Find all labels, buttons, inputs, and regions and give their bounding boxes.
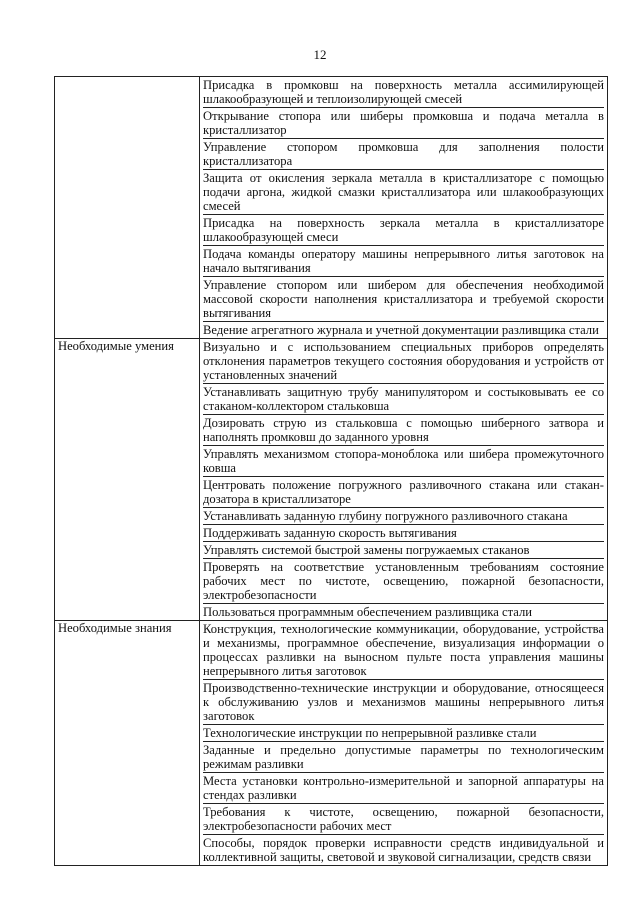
section-row <box>55 339 608 621</box>
section-label <box>55 77 200 339</box>
requirement-item: Способы, порядок проверки исправности средств индивидуальной и коллективной защиты, световой и звуковой сигнализации, средств связи <box>203 836 604 864</box>
requirements-table <box>54 76 608 866</box>
section-row <box>55 621 608 866</box>
requirement-item: Поддерживать заданную скорость вытягивания <box>203 525 604 542</box>
section-label: Необходимые знания <box>55 621 200 866</box>
requirement-item: Защита от окисления зеркала металла в кристаллизаторе с помощью подачи аргона, жидкой смазки кристаллизатора или шлакообразующих смесей <box>203 171 604 213</box>
page-number: 12 <box>313 47 327 62</box>
section-label: Необходимые умения <box>55 339 200 621</box>
requirement-item: Дозировать струю из стальковша с помощью шиберного затвора и наполнять промковш до заданного уровня <box>203 416 604 444</box>
requirement-item: Места установки контрольно-измерительной и запорной аппаратуры на стендах разливки <box>203 774 604 802</box>
requirement-item: Проверять на соответствие установленным требованиям состояние рабочих мест по чистоте, освещению, пожарной безопасности, электробезопасности <box>203 560 604 602</box>
requirement-item: Управление стопором или шибером для обеспечения необходимой массовой скорости наполнения кристаллизатора и требуемой скорости вытягивания <box>203 278 604 320</box>
requirement-item: Управление стопором промковша для заполнения полости кристаллизатора <box>203 140 604 168</box>
requirement-item: Производственно-технические инструкции и оборудование, относящееся к обслуживанию узлов и механизмов машины непрерывного литья заготовок <box>203 681 604 723</box>
requirement-item: Заданные и предельно допустимые параметры по технологическим режимам разливки <box>203 743 604 771</box>
section-items <box>200 621 608 866</box>
requirement-item: Подача команды оператору машины непрерывного литья заготовок на начало вытягивания <box>203 247 604 275</box>
requirement-item: Устанавливать защитную трубу манипулятором и состыковывать ее со стаканом-коллектором стальковша <box>203 385 604 413</box>
requirement-item: Устанавливать заданную глубину погружного разливочного стакана <box>203 508 604 525</box>
requirement-item: Конструкция, технологические коммуникации, оборудование, устройства и механизмы, программное обеспечение, визуализация информации о процессах разливки на выносном пульте поста управления машины непрерывного литья заготовок <box>203 622 604 678</box>
requirement-item: Ведение агрегатного журнала и учетной документации разливщика стали <box>203 323 599 337</box>
requirement-item: Пользоваться программным обеспечением разливщика стали <box>203 605 532 619</box>
requirement-item: Технологические инструкции по непрерывной разливке стали <box>203 725 604 742</box>
requirement-item: Присадка на поверхность зеркала металла в кристаллизаторе шлакообразующей смеси <box>203 216 604 244</box>
requirement-item: Управлять системой быстрой замены погружаемых стаканов <box>203 542 604 559</box>
requirement-item: Центровать положение погружного разливочного стакана или стакан-дозатора в кристаллизаторе <box>203 478 604 506</box>
section-items <box>200 77 608 339</box>
requirement-item: Присадка в промковш на поверхность металла ассимилирующей шлакообразующей и теплоизолирующей смесей <box>203 78 604 106</box>
section-items <box>200 339 608 621</box>
requirement-item: Открывание стопора или шиберы промковша и подача металла в кристаллизатор <box>203 109 604 137</box>
requirement-item: Требования к чистоте, освещению, пожарной безопасности, электробезопасности рабочих мест <box>203 805 604 833</box>
section-row <box>55 77 608 339</box>
requirements-table-body <box>55 77 608 866</box>
requirement-item: Управлять механизмом стопора-моноблока или шибера промежуточного ковша <box>203 447 604 475</box>
requirement-item: Визуально и с использованием специальных приборов определять отклонения параметров текущего состояния оборудования и устройств от установленных значений <box>203 340 604 382</box>
